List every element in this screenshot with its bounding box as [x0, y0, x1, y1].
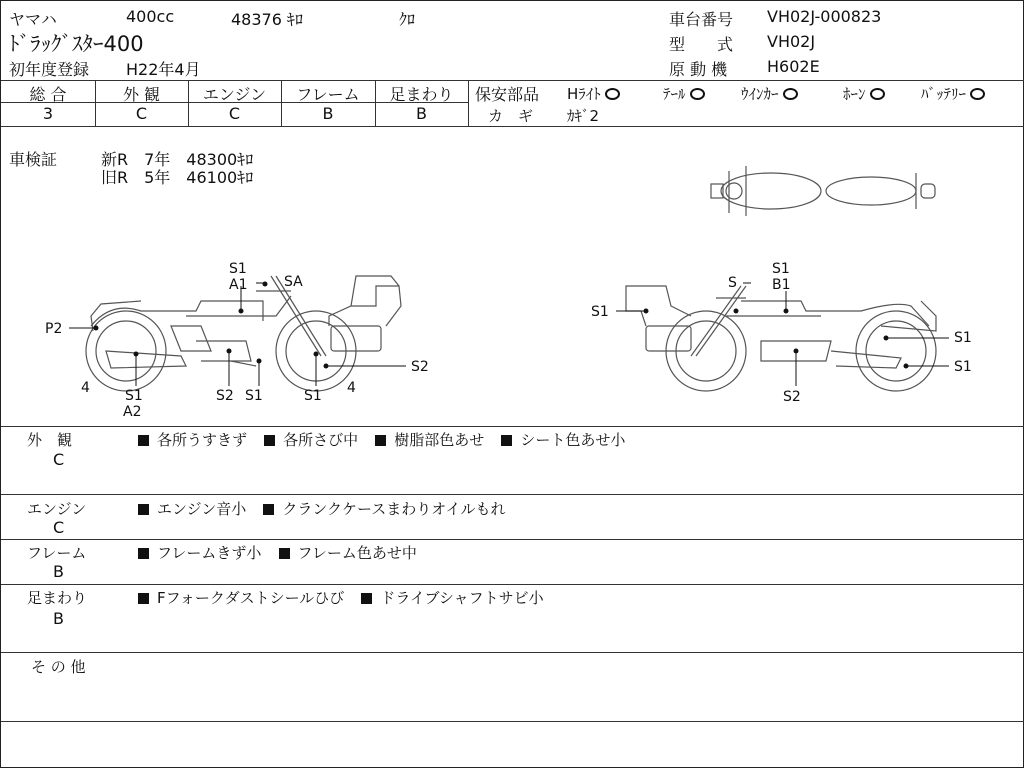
- bullet-icon: [138, 593, 149, 604]
- diagram-label: S1: [954, 359, 972, 375]
- section-grade-suspension: B: [53, 609, 64, 628]
- displacement: 400cc: [126, 7, 175, 26]
- bullet-icon: [279, 548, 290, 559]
- diagram-label: S1: [772, 261, 790, 277]
- section-notes-exterior: 各所うすきず 各所さび中 樹脂部色あせ シート色あせ小: [138, 429, 637, 450]
- section-grade-frame: B: [53, 562, 64, 581]
- ok-circle-icon: [605, 88, 620, 100]
- safety-item-battery: ﾊﾞｯﾃﾘｰ: [921, 83, 985, 104]
- section-grade-engine: C: [53, 518, 65, 537]
- grade-header-overall: 総 合: [29, 85, 67, 104]
- grade-value-overall: 3: [42, 104, 54, 123]
- section-label-exterior: 外 観: [27, 431, 73, 449]
- ok-circle-icon: [783, 88, 798, 100]
- leader-lines: [69, 283, 949, 386]
- diagram-label: A2: [123, 404, 142, 420]
- grade-value-exterior: C: [135, 104, 148, 123]
- top-view-motorcycle-icon: [711, 166, 935, 216]
- inspection-old: 旧R 5年 46100ｷﾛ: [101, 168, 254, 187]
- bullet-icon: [138, 504, 149, 515]
- diagram-label: S2: [411, 359, 429, 375]
- grade-header-engine: エンジン: [202, 85, 267, 104]
- section-label-other: そ の 他: [31, 658, 86, 676]
- section-notes-suspension: Fフォークダストシールひび ドライブシャフトサビ小: [138, 587, 556, 608]
- maker: ヤマハ: [9, 10, 57, 29]
- engine-type-value: H602E: [767, 57, 820, 76]
- diagram-label: S1: [245, 388, 263, 404]
- diagram-label: S2: [783, 389, 801, 405]
- section-grade-exterior: C: [53, 450, 65, 469]
- diagram-label: S1: [591, 304, 609, 320]
- diagram-label: P2: [45, 321, 63, 337]
- safety-item-headlight: Hﾗｲﾄ: [567, 83, 620, 104]
- section-label-frame: フレーム: [27, 544, 87, 562]
- bullet-icon: [263, 504, 274, 515]
- left-side-motorcycle-icon: [86, 276, 401, 391]
- grade-header-suspension: 足まわり: [389, 85, 454, 104]
- bullet-icon: [361, 593, 372, 604]
- key-value: ｶｷﾞ2: [567, 107, 600, 125]
- bullet-icon: [375, 435, 386, 446]
- ok-circle-icon: [690, 88, 705, 100]
- chassis-number-value: VH02J-000823: [767, 7, 882, 26]
- diagram-label: S1: [229, 261, 247, 277]
- inspection-label: 車検証: [9, 150, 58, 169]
- model-type-label: 型 式: [669, 35, 734, 54]
- diagram-label: 4: [347, 380, 356, 396]
- safety-item-horn: ﾎｰﾝ: [843, 83, 885, 104]
- diagram-label: A1: [229, 277, 248, 293]
- diagram-label: S1: [125, 388, 143, 404]
- first-registration-label: 初年度登録: [9, 60, 90, 79]
- mileage: 48376 ｷﾛ: [231, 10, 303, 29]
- model-type-value: VH02J: [767, 32, 816, 51]
- diagram-label: 4: [81, 380, 90, 396]
- grade-value-suspension: B: [416, 104, 427, 123]
- diagram-label: S2: [216, 388, 234, 404]
- safety-parts-label: 保安部品: [475, 85, 540, 104]
- bullet-icon: [138, 548, 149, 559]
- ok-circle-icon: [870, 88, 885, 100]
- section-label-suspension: 足まわり: [27, 589, 88, 607]
- diagram-label: B1: [772, 277, 791, 293]
- diagram-label: SA: [284, 274, 303, 290]
- engine-type-label: 原 動 機: [669, 60, 728, 79]
- bullet-icon: [501, 435, 512, 446]
- ok-circle-icon: [970, 88, 985, 100]
- safety-item-winker: ｳｲﾝｶｰ: [741, 83, 798, 104]
- grade-value-engine: C: [228, 104, 241, 123]
- key-label: カ ギ: [488, 107, 534, 125]
- inspection-new: 新R 7年 48300ｷﾛ: [101, 150, 254, 169]
- section-label-engine: エンジン: [27, 500, 87, 518]
- chassis-number-label: 車台番号: [669, 10, 734, 29]
- diagram-label: S1: [954, 330, 972, 346]
- color: ｸﾛ: [399, 10, 416, 29]
- bullet-icon: [138, 435, 149, 446]
- damage-diagram: [1, 126, 1024, 426]
- section-notes-frame: フレームきず小 フレーム色あせ中: [138, 542, 429, 563]
- model-name: ﾄﾞﾗｯｸﾞｽﾀｰ400: [9, 32, 144, 56]
- diagram-label: S1: [304, 388, 322, 404]
- grade-header-exterior: 外 観: [122, 85, 161, 104]
- safety-item-tail: ﾃｰﾙ: [663, 83, 705, 104]
- bullet-icon: [264, 435, 275, 446]
- divider: [1, 80, 1024, 81]
- section-notes-engine: エンジン音小 クランクケースまわりオイルもれ: [138, 498, 518, 519]
- grade-header-frame: フレーム: [296, 85, 360, 104]
- diagram-label: S: [728, 275, 737, 291]
- first-registration-value: H22年4月: [126, 60, 201, 79]
- grade-value-frame: B: [322, 104, 334, 123]
